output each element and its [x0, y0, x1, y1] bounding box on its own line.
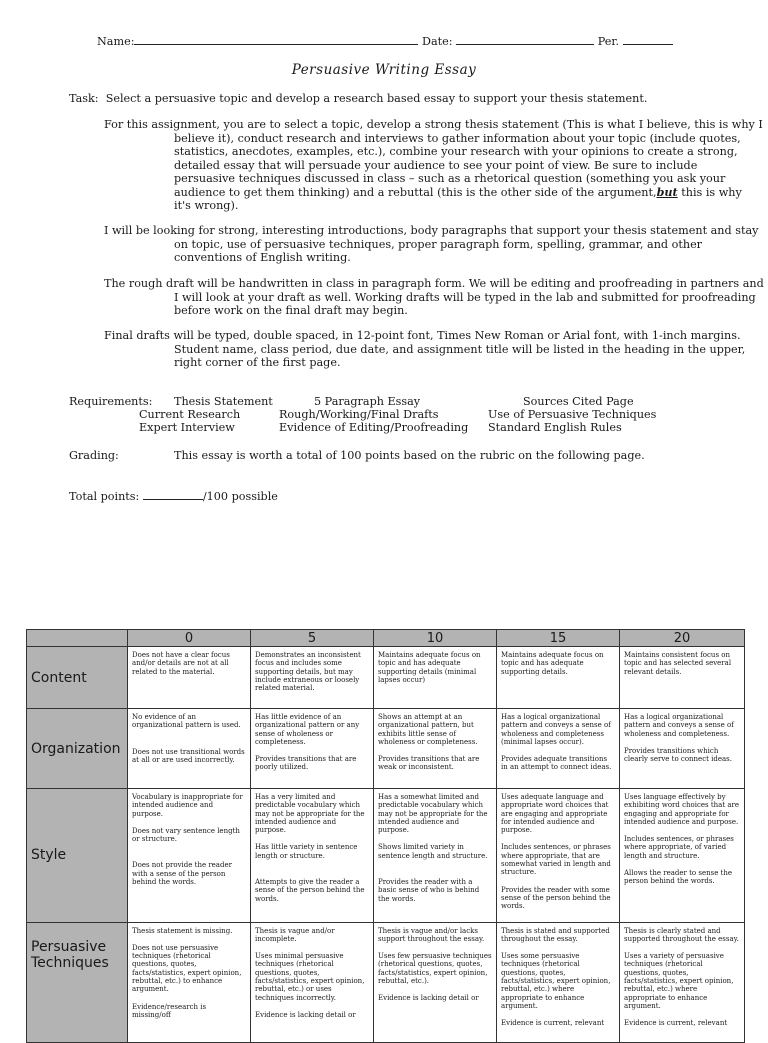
total-label: Total points: — [69, 490, 140, 503]
score-header: 5 — [251, 630, 374, 647]
rubric-header-row — [27, 630, 745, 647]
name-label: Name: — [97, 35, 135, 48]
score-header: 10 — [374, 630, 497, 647]
period-field[interactable] — [623, 33, 673, 45]
requirements-label: Requirements: — [69, 395, 153, 408]
rubric-cell: Thesis is stated and supported throughout the essay. Uses some persuasive techniques (rhetorical questions, quotes, facts/statistics, expert opinion, rebuttal, etc.) where appropriate to enhance argument. Evidence is current, relevant — [497, 922, 620, 1042]
rubric-row-content — [27, 647, 745, 709]
paragraph-line: For this assignment, you are to select a topic, develop a strong thesis statement (This is what I believe, this is why I — [104, 118, 763, 131]
requirement-item: Use of Persuasive Techniques — [488, 408, 657, 421]
score-header: 0 — [128, 630, 251, 647]
rubric-cell: Does not have a clear focus and/or details are not at all related to the material. — [128, 647, 251, 709]
paragraph-line: Student name, class period, due date, and assignment title will be listed in the heading in the upper, — [174, 342, 746, 356]
rubric-cell: Has a logical organizational pattern and conveys a sense of wholeness and completeness (minimal lapses occur). Provides adequate transitions in an attempt to connect ideas. — [497, 709, 620, 789]
paragraph-line: on topic, use of persuasive techniques, proper paragraph form, spelling, grammar, and other — [174, 237, 703, 251]
requirement-item: 5 Paragraph Essay — [314, 395, 421, 408]
rubric-cell: Has little evidence of an organizational pattern or any sense of wholeness or completeness. Provides transitions that are poorly utilized. — [251, 709, 374, 789]
rubric-cell: Uses language effectively by exhibiting word choices that are engaging and appropriate for intended audience and purpose. Includes sentences, or phrases where appropriate, of varied length and structure. Allows the reader to sense the person behind the words. — [620, 789, 745, 923]
paragraph-line: I will look at your draft as well. Working drafts will be typed in the lab and submitted for proofreading — [174, 290, 756, 304]
assignment-paragraph — [104, 118, 763, 213]
rubric-cell: Has a logical organizational pattern and conveys a sense of wholeness and completeness. Provides transitions which clearly serve to connect ideas. — [620, 709, 745, 789]
task-text: Select a persuasive topic and develop a research based essay to support your thesis statement. — [105, 92, 648, 105]
paragraph-line: believe it), conduct research and interviews to gather information about your topic (include quotes, — [174, 131, 741, 145]
rubric-cell: Thesis is vague and/or lacks support throughout the essay. Uses few persuasive techniques (rhetorical questions, quotes, facts/statistics, expert opinion, rebuttal, etc.). Evidence is lacking detail or — [374, 922, 497, 1042]
rubric-row-style — [27, 789, 745, 923]
rubric-cell: Vocabulary is inappropriate for intended audience and purpose. Does not vary sentence length or structure. Does not provide the reader with a sense of the person behind the words. — [128, 789, 251, 923]
period-label: Per. — [597, 35, 620, 48]
rubric-cell: Demonstrates an inconsistent focus and includes some supporting details, but may include extraneous or loosely related material. — [251, 647, 374, 709]
rubric-cell: Thesis is clearly stated and supported throughout the essay. Uses a variety of persuasive techniques (rhetorical questions, quotes, facts/statistics, expert opinion, rebuttal, etc.) where appropriate to enhance argument. Evidence is current, relevant — [620, 922, 745, 1042]
rubric-cell: Maintains consistent focus on topic and has selected several relevant details. — [620, 647, 745, 709]
score-header: 20 — [620, 630, 745, 647]
paragraph-line: I will be looking for strong, interesting introductions, body paragraphs that support your thesis statement and stay — [104, 224, 759, 237]
score-header: 15 — [497, 630, 620, 647]
paragraph-line: before work on the final draft may begin. — [174, 304, 408, 317]
grading-label: Grading: — [69, 449, 119, 462]
category-content: Content — [27, 647, 128, 709]
paragraph-line: it's wrong). — [174, 199, 239, 212]
rubric-row-persuasive-techniques — [27, 922, 745, 1042]
rubric-cell: Has a very limited and predictable vocabulary which may not be appropriate for the intended audience and purpose. Has little variety in sentence length or structure. Attempts to give the reader a sense of the person behind the words. — [251, 789, 374, 923]
category-persuasive-techniques: Persuasive Techniques — [27, 922, 128, 1042]
final-draft-paragraph — [104, 329, 746, 370]
total-points — [69, 488, 278, 503]
student-header — [97, 33, 673, 48]
category-organization: Organization — [27, 709, 128, 789]
total-suffix: /100 possible — [202, 490, 278, 503]
rough-draft-paragraph — [104, 277, 764, 318]
emphasis-but: but — [656, 184, 678, 199]
paragraph-line: detailed essay that will persuade your audience to see your point of view. Be sure to include — [174, 158, 698, 172]
rubric-cell: Thesis is vague and/or incomplete. Uses minimal persuasive techniques (rhetorical questions, quotes, facts/statistics, expert opinion, rebuttal, etc.) or uses techniques incorrectly. Evidence is lacking detail or — [251, 922, 374, 1042]
paragraph-line: audience to get them thinking) and a rebuttal (this is the other side of the argument,but this is why — [174, 184, 742, 199]
requirement-item: Thesis Statement — [174, 395, 273, 408]
date-label: Date: — [422, 35, 453, 48]
requirement-item: Current Research — [139, 408, 241, 421]
grading-text: This essay is worth a total of 100 points based on the rubric on the following page. — [174, 449, 645, 462]
rubric-cell: Maintains adequate focus on topic and has adequate supporting details. — [497, 647, 620, 709]
paragraph-line: The rough draft will be handwritten in class in paragraph form. We will be editing and proofreading in partners and — [104, 277, 764, 290]
requirement-item: Rough/Working/Final Drafts — [279, 408, 439, 421]
name-field[interactable] — [134, 33, 418, 45]
rubric-cell: Uses adequate language and appropriate word choices that are engaging and appropriate for intended audience and purpose. Includes sentences, or phrases where appropriate, that are somewhat varied in length and structure. Provides the reader with some sense of the person behind the words. — [497, 789, 620, 923]
rubric-cell: Thesis statement is missing. Does not use persuasive techniques (rhetorical questions, quotes, facts/statistics, expert opinion, rebuttal, etc.) to enhance argument. Evidence/research is missing/off — [128, 922, 251, 1042]
paragraph-line: right corner of the first page. — [174, 356, 341, 369]
requirement-item: Sources Cited Page — [523, 395, 634, 408]
rubric-table — [26, 629, 745, 1043]
rubric-cell: Has a somewhat limited and predictable vocabulary which may not be appropriate for the intended audience and purpose. Shows limited variety in sentence length and structure. Provides the reader with a basic sense of who is behind the words. — [374, 789, 497, 923]
date-field[interactable] — [456, 33, 594, 45]
category-style: Style — [27, 789, 128, 923]
rubric-cell: No evidence of an organizational pattern is used. Does not use transitional words at all or are used incorrectly. — [128, 709, 251, 789]
document-title: Persuasive Writing Essay — [291, 62, 477, 78]
rubric-cell: Maintains adequate focus on topic and has adequate supporting details (minimal lapses occur) — [374, 647, 497, 709]
paragraph-line: conventions of English writing. — [174, 251, 351, 264]
paragraph-line: persuasive techniques discussed in class – such as a rhetorical question (something you ask your — [174, 172, 726, 185]
expectations-paragraph — [104, 224, 759, 265]
paragraph-line: statistics, anecdotes, examples, etc.), combine your research with your opinions to create a strong, — [174, 145, 738, 158]
total-points-field[interactable] — [143, 488, 203, 500]
paragraph-line: Final drafts will be typed, double spaced, in 12-point font, Times New Roman or Arial font, with 1-inch margins. — [104, 329, 741, 342]
requirement-item: Expert Interview — [139, 421, 235, 434]
task-label: Task: — [69, 92, 99, 105]
task-line — [69, 92, 647, 105]
requirement-item: Evidence of Editing/Proofreading — [279, 421, 469, 434]
rubric-cell: Shows an attempt at an organizational pattern, but exhibits little sense of wholeness or completeness. Provides transitions that are weak or inconsistent. — [374, 709, 497, 789]
requirement-item: Standard English Rules — [488, 421, 622, 434]
rubric-row-organization — [27, 709, 745, 789]
rubric-corner — [27, 630, 128, 647]
